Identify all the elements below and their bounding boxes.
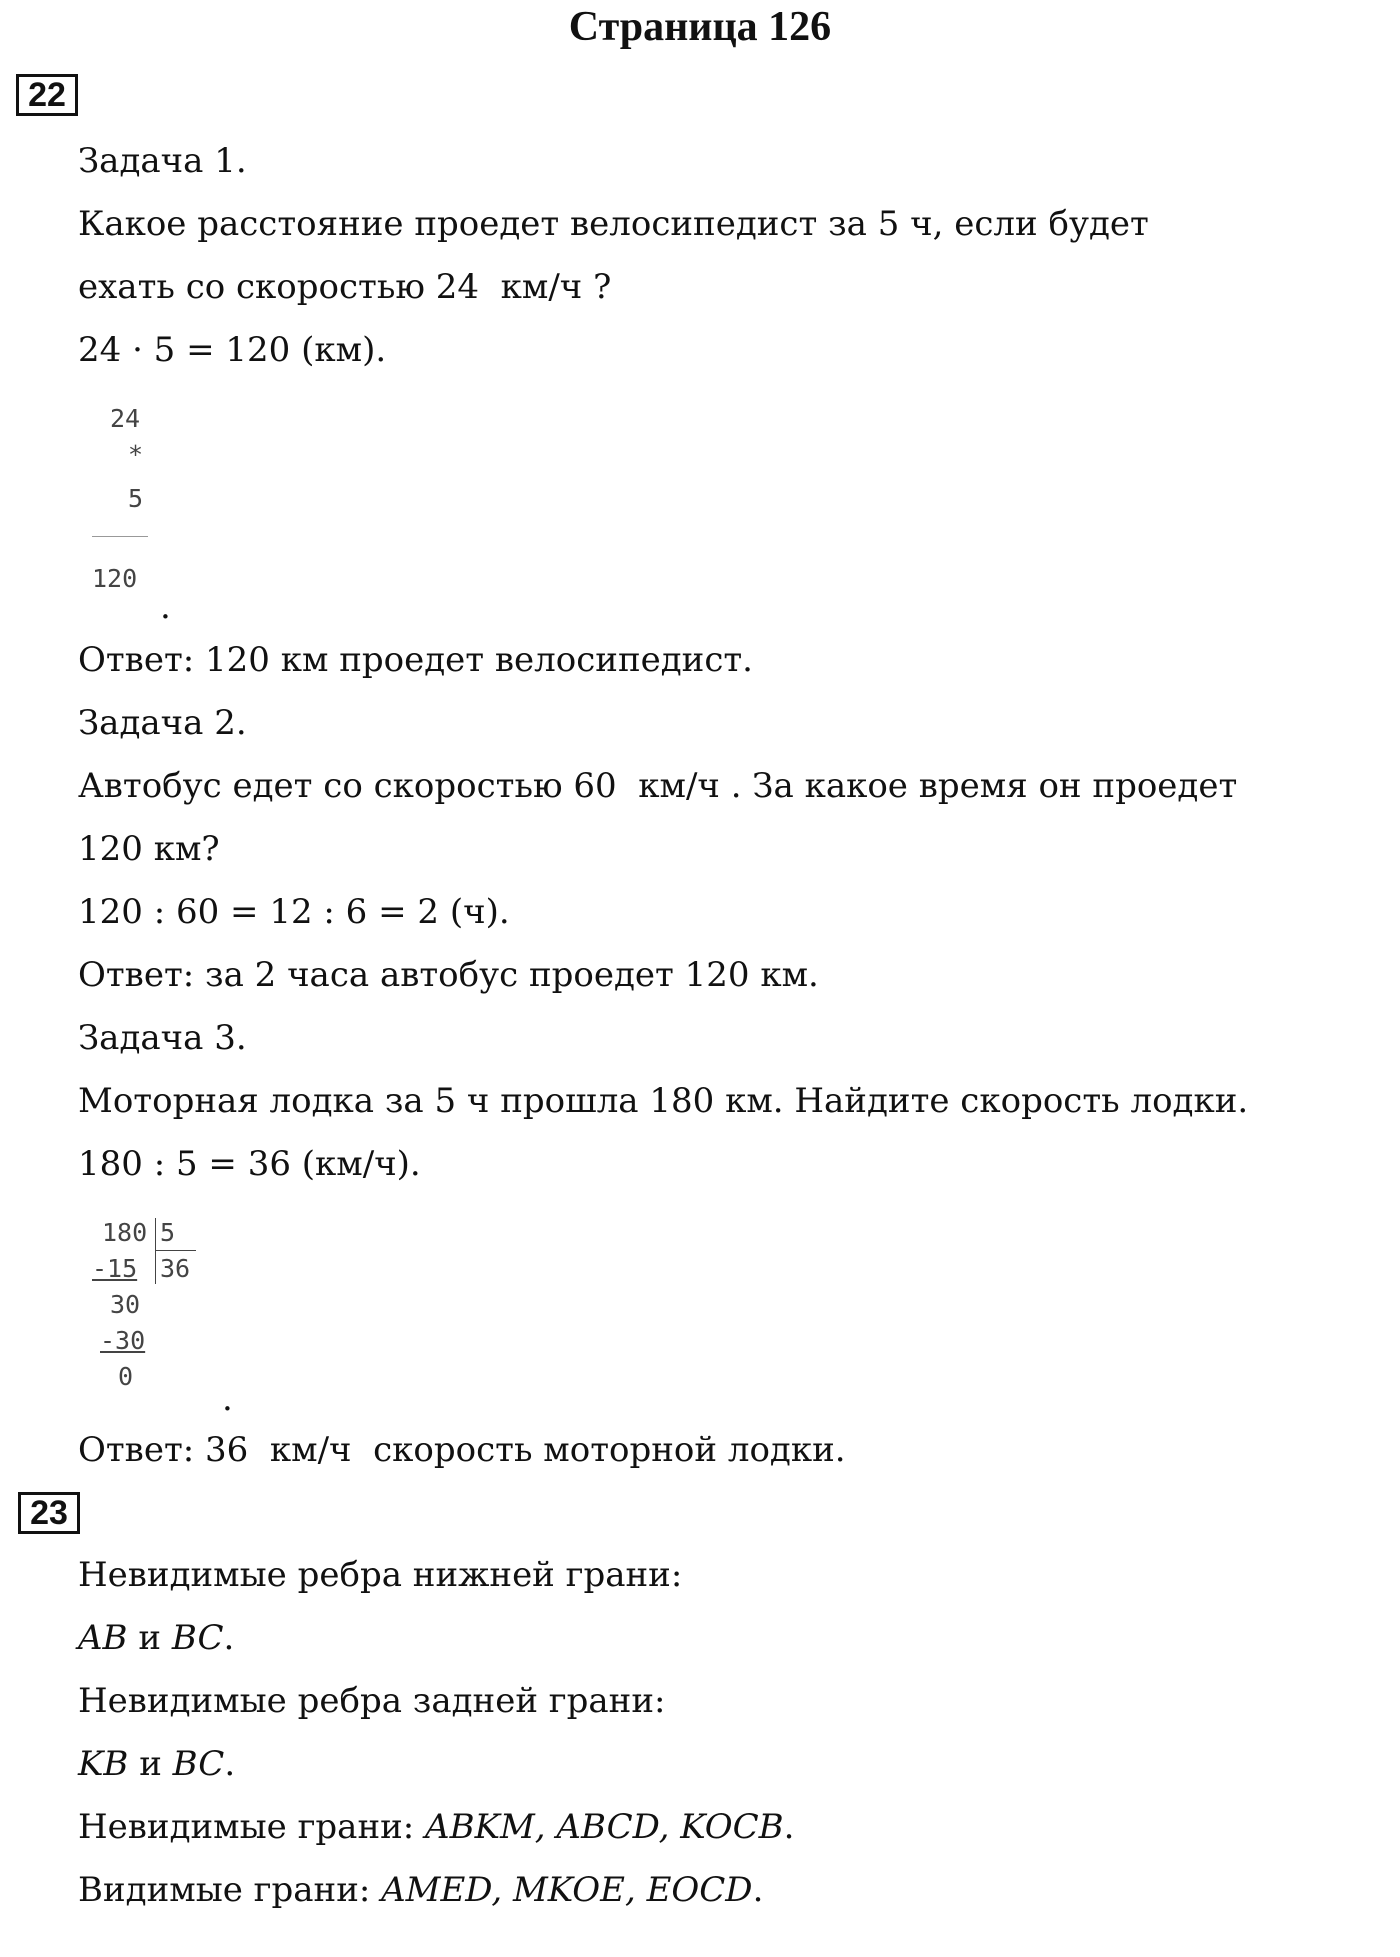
task1-answer: Ответ: 120 км проедет велосипедист.	[78, 640, 753, 680]
conj-and: и	[127, 1618, 172, 1658]
div-remainder-2: 0	[118, 1362, 134, 1391]
div-subtract-2: -30	[100, 1326, 146, 1355]
visible-faces-list: AMED, MKOE, EOCD	[381, 1870, 753, 1910]
ex23-line1: Невидимые ребра нижней грани:	[78, 1555, 683, 1595]
invisible-faces-label: Невидимые грани:	[78, 1807, 426, 1847]
visible-faces-label: Видимые грани:	[78, 1870, 382, 1910]
div-dot: .	[222, 1379, 233, 1419]
mult-dot: .	[160, 587, 171, 627]
exercise-number-23: 23	[18, 1492, 80, 1534]
edge-ab: AB	[78, 1618, 128, 1658]
div-quotient-rule	[156, 1250, 196, 1251]
mult-bottom: 5	[128, 484, 144, 513]
div-vertical-rule	[155, 1218, 156, 1284]
div-subtract-1: -15	[92, 1254, 138, 1283]
ex23-line5	[78, 1807, 794, 1847]
div-dividend: 180	[102, 1218, 148, 1247]
period: .	[223, 1618, 235, 1658]
task3-title: Задача 3.	[78, 1018, 247, 1058]
div-divisor: 5	[160, 1218, 176, 1247]
conj-and: и	[128, 1744, 173, 1784]
mult-top: 24	[110, 404, 141, 433]
invisible-faces-list: ABKM, ABCD, KOCB	[425, 1807, 784, 1847]
task3-calculation: 180 : 5 = 36 (км/ч).	[78, 1144, 421, 1184]
task2-text-line1: Автобус едет со скоростью 60 км/ч . За какое время он проедет	[78, 766, 1238, 806]
period: .	[224, 1744, 236, 1784]
task3-answer: Ответ: 36 км/ч скорость моторной лодки.	[78, 1430, 846, 1470]
mult-operator: *	[128, 440, 144, 469]
task1-text-line1: Какое расстояние проедет велосипедист за 5 ч, если будет	[78, 204, 1149, 244]
mult-result: 120	[92, 564, 138, 593]
ex23-line3: Невидимые ребра задней грани:	[78, 1681, 666, 1721]
edge-bc: BC	[172, 1744, 225, 1784]
task1-calculation: 24 · 5 = 120 (км).	[78, 330, 387, 370]
page-title: Страница 126	[568, 4, 832, 50]
period: .	[752, 1870, 764, 1910]
task3-text-line1: Моторная лодка за 5 ч прошла 180 км. Найдите скорость лодки.	[78, 1081, 1249, 1121]
task2-calculation: 120 : 60 = 12 : 6 = 2 (ч).	[78, 892, 510, 932]
task2-answer: Ответ: за 2 часа автобус проедет 120 км.	[78, 955, 819, 995]
exercise-number-22: 22	[16, 74, 78, 116]
div-quotient: 36	[160, 1254, 191, 1283]
edge-bc: BC	[171, 1618, 224, 1658]
task1-title: Задача 1.	[78, 141, 247, 181]
task2-text-line2: 120 км?	[78, 829, 220, 869]
period: .	[783, 1807, 795, 1847]
ex23-line4	[78, 1744, 235, 1784]
mult-rule	[92, 536, 148, 537]
div-remainder-1: 30	[110, 1290, 141, 1319]
task1-text-line2: ехать со скоростью 24 км/ч ?	[78, 267, 612, 307]
ex23-line6	[78, 1870, 763, 1910]
ex23-line2	[78, 1618, 234, 1658]
edge-kb: KB	[78, 1744, 129, 1784]
task2-title: Задача 2.	[78, 703, 247, 743]
